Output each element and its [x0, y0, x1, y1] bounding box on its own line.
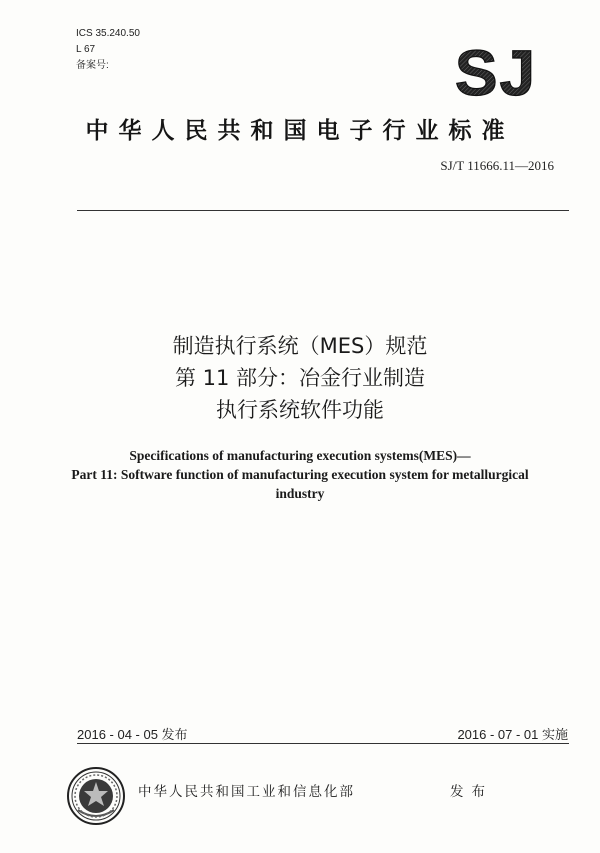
classification-block [76, 26, 140, 74]
english-title-line-3: industry [275, 486, 325, 501]
ministry-seal-icon [66, 766, 126, 826]
publisher-name: 中华人民共和国工业和信息化部 [138, 784, 355, 800]
filing-number-label: 备案号: [76, 60, 109, 71]
publish-label: 发布 [450, 784, 493, 800]
chinese-title [0, 330, 600, 426]
sj-logo-text: SJ [454, 40, 538, 100]
standard-category-title: 中华人民共和国电子行业标准 [85, 118, 515, 144]
english-title-line-1: Specifications of manufacturing execution systems(MES)— [129, 448, 471, 463]
english-title-line-2: Part 11: Software function of manufacturing execution system for metallurgical [71, 467, 529, 482]
ics-code: ICS 35.240.50 [76, 28, 140, 39]
standard-number: SJ/T 11666.11—2016 [440, 158, 554, 173]
chinese-title-line-3: 执行系统软件功能 [216, 398, 384, 422]
issue-date: 2016 - 04 - 05 发布 [77, 727, 188, 742]
ccs-code: L 67 [76, 44, 96, 55]
top-divider [77, 210, 569, 211]
bottom-divider [77, 743, 569, 744]
implementation-date: 2016 - 07 - 01 实施 [457, 727, 568, 742]
chinese-title-line-2: 第 11 部分：冶金行业制造 [174, 366, 426, 390]
sj-logo [448, 40, 544, 100]
english-title [0, 446, 600, 503]
chinese-title-line-1: 制造执行系统（MES）规范 [172, 334, 428, 358]
